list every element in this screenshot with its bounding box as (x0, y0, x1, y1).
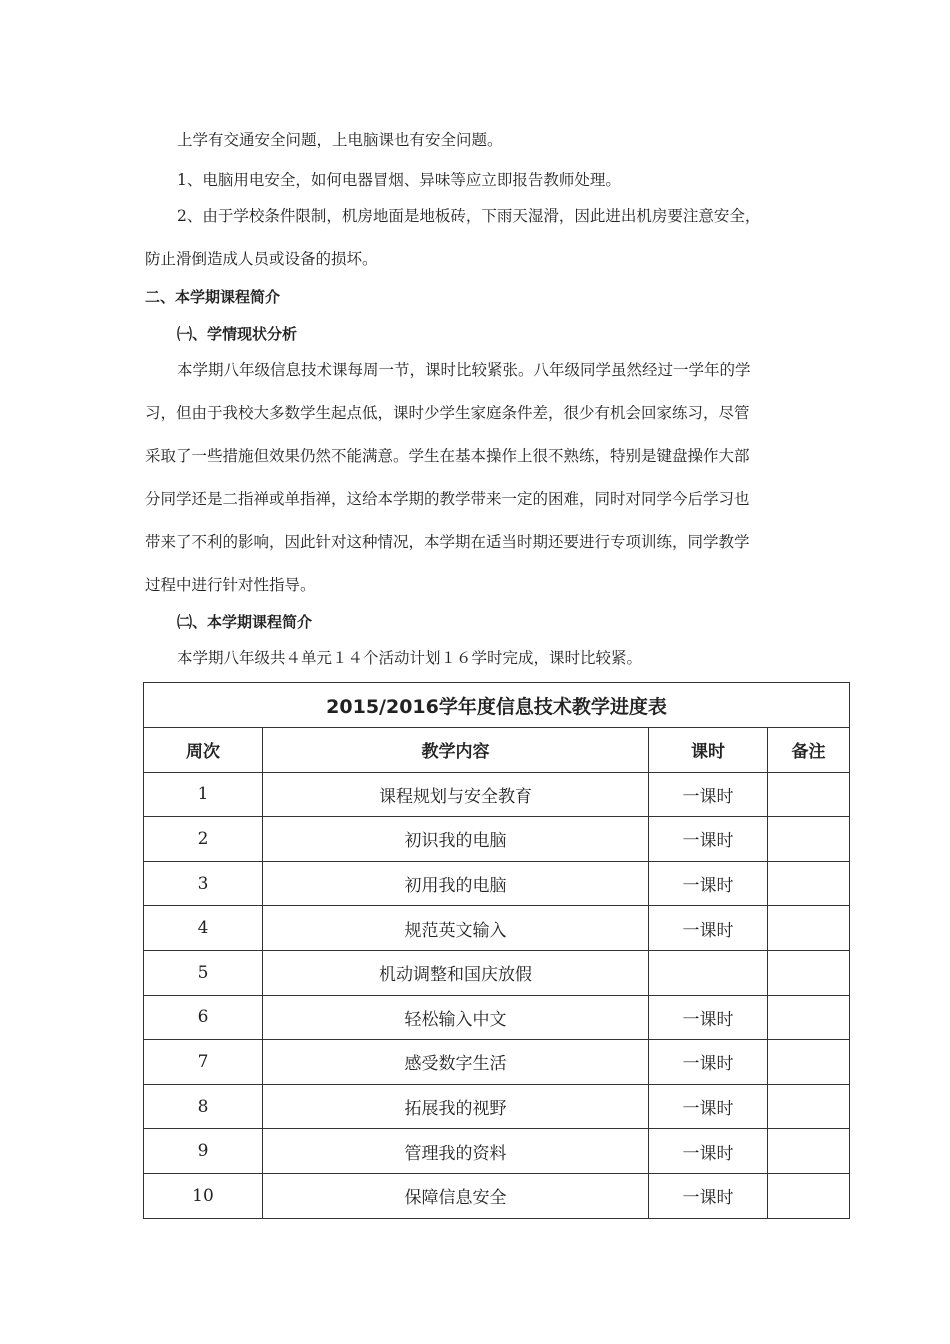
table-body (144, 772, 850, 1218)
note-cell (768, 817, 850, 862)
note-cell (768, 1040, 850, 1085)
analysis-line: 习，但由于我校大多数学生起点低，课时少学生家庭条件差，很少有机会回家练习，尽管 (145, 404, 750, 422)
table-row (144, 772, 850, 817)
note-cell (768, 772, 850, 817)
week-cell: 8 (144, 1084, 263, 1129)
subheading-course-summary: ㈡、本学期课程简介 (177, 613, 313, 631)
hours-cell: 一课时 (649, 1040, 768, 1085)
week-cell: 6 (144, 995, 263, 1040)
week-cell: 4 (144, 906, 263, 951)
week-cell: 7 (144, 1040, 263, 1085)
week-cell: 1 (144, 772, 263, 817)
content-cell: 规范英文输入 (263, 906, 649, 951)
content-cell: 初用我的电脑 (263, 861, 649, 906)
note-cell (768, 995, 850, 1040)
hours-cell: 一课时 (649, 861, 768, 906)
week-cell: 10 (144, 1173, 263, 1218)
content-cell: 课程规划与安全教育 (263, 772, 649, 817)
analysis-line: 过程中进行针对性指导。 (145, 576, 316, 594)
hours-cell (649, 950, 768, 995)
hours-cell: 一课时 (649, 906, 768, 951)
week-cell: 3 (144, 861, 263, 906)
table-row (144, 950, 850, 995)
hours-cell: 一课时 (649, 995, 768, 1040)
table-header-row (144, 728, 850, 773)
week-cell: 9 (144, 1129, 263, 1174)
analysis-line: 采取了一些措施但效果仍然不能满意。学生在基本操作上很不熟练，特别是键盘操作大部 (145, 447, 750, 465)
header-week: 周次 (144, 728, 263, 773)
analysis-line: 带来了不利的影响，因此针对这种情况，本学期在适当时期还要进行专项训练，同学教学 (145, 533, 750, 551)
paragraph-electric-safety: 1、电脑用电安全，如何电器冒烟、异味等应立即报告教师处理。 (177, 171, 621, 189)
section-heading-course-intro: 二、本学期课程简介 (145, 288, 281, 306)
table-title-row (144, 683, 850, 728)
table-row (144, 1173, 850, 1218)
table-row (144, 1084, 850, 1129)
header-hours: 课时 (649, 728, 768, 773)
table-row (144, 1040, 850, 1085)
header-notes: 备注 (768, 728, 850, 773)
note-cell (768, 906, 850, 951)
note-cell (768, 1173, 850, 1218)
content-cell: 感受数字生活 (263, 1040, 649, 1085)
note-cell (768, 950, 850, 995)
hours-cell: 一课时 (649, 772, 768, 817)
table-row (144, 995, 850, 1040)
week-cell: 5 (144, 950, 263, 995)
hours-cell: 一课时 (649, 1084, 768, 1129)
header-content: 教学内容 (263, 728, 649, 773)
subheading-student-analysis: ㈠、学情现状分析 (177, 325, 298, 343)
schedule-table (143, 682, 850, 1219)
paragraph-floor-safety: 2、由于学校条件限制，机房地面是地板砖，下雨天湿滑，因此进出机房要注意安全， (177, 207, 761, 225)
hours-cell: 一课时 (649, 817, 768, 862)
hours-cell: 一课时 (649, 1173, 768, 1218)
table-row (144, 906, 850, 951)
note-cell (768, 861, 850, 906)
paragraph-traffic-safety: 上学有交通安全问题，上电脑课也有安全问题。 (177, 131, 503, 149)
table-row (144, 817, 850, 862)
note-cell (768, 1129, 850, 1174)
course-summary-text: 本学期八年级共４单元１４个活动计划１６学时完成，课时比较紧。 (177, 649, 643, 667)
table-title: 2015/2016学年度信息技术教学进度表 (144, 683, 850, 728)
content-cell: 初识我的电脑 (263, 817, 649, 862)
content-cell: 拓展我的视野 (263, 1084, 649, 1129)
table-row (144, 1129, 850, 1174)
hours-cell: 一课时 (649, 1129, 768, 1174)
content-cell: 保障信息安全 (263, 1173, 649, 1218)
analysis-line: 本学期八年级信息技术课每周一节，课时比较紧张。八年级同学虽然经过一学年的学 (177, 361, 751, 379)
note-cell (768, 1084, 850, 1129)
content-cell: 管理我的资料 (263, 1129, 649, 1174)
analysis-line: 分同学还是二指禅或单指禅，这给本学期的教学带来一定的困难，同时对同学今后学习也 (145, 490, 750, 508)
content-cell: 轻松输入中文 (263, 995, 649, 1040)
table-row (144, 861, 850, 906)
content-cell: 机动调整和国庆放假 (263, 950, 649, 995)
paragraph-floor-safety-cont: 防止滑倒造成人员或设备的损坏。 (145, 250, 378, 268)
week-cell: 2 (144, 817, 263, 862)
